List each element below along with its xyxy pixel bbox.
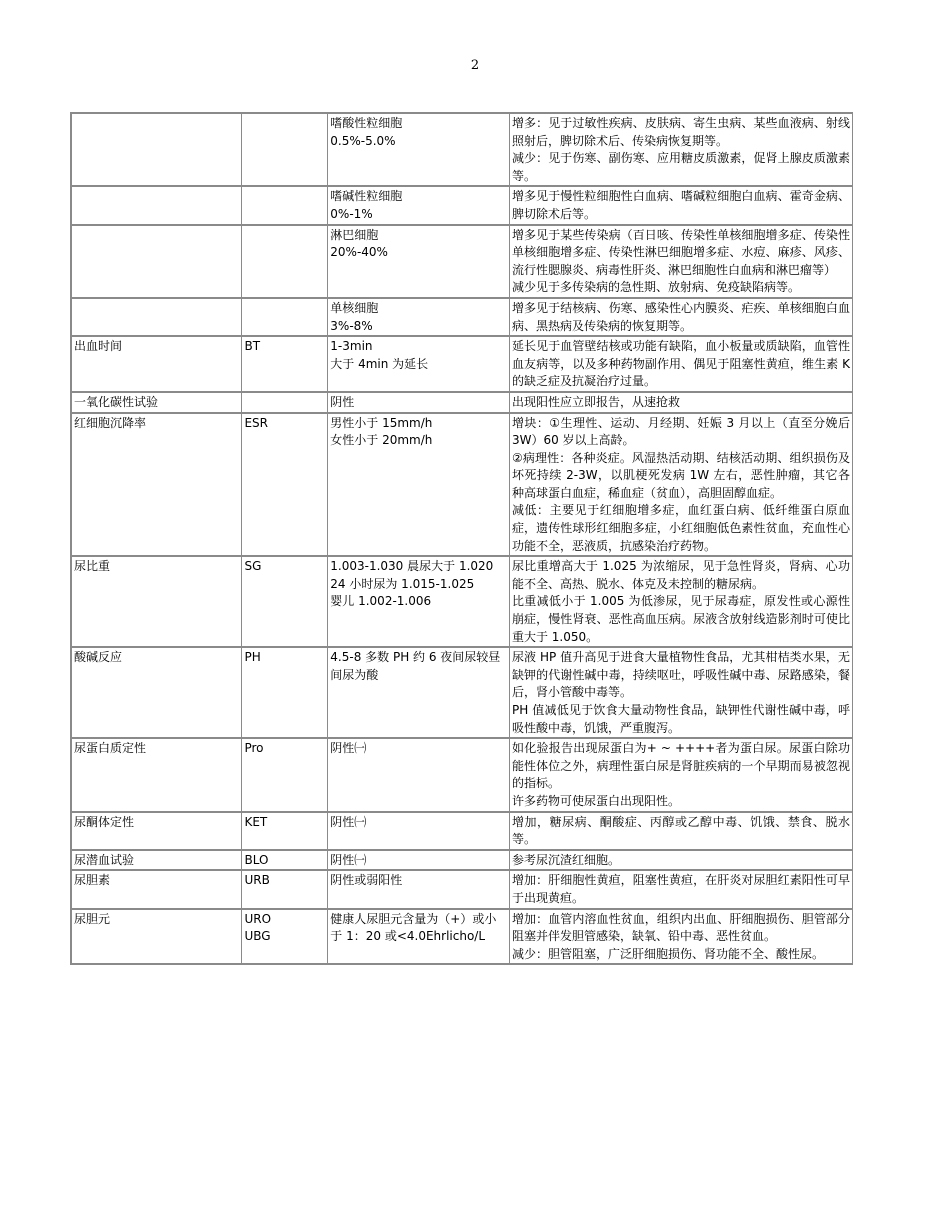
table-row	[72, 739, 853, 812]
normal-range-cell	[328, 414, 510, 558]
clinical-significance-cell-text: 增加，糖尿病、酮酸症、丙醇或乙醇中毒、饥饿、禁食、脱水等。	[511, 814, 850, 847]
normal-range-cell-text: 阴性㈠	[330, 814, 367, 829]
clinical-significance-cell-text: PH 值减低见于饮食大量动物性食品，缺钾性代谢性碱中毒，呼吸性酸中毒，饥饿，严重腹泻。	[511, 703, 850, 735]
test-name-cell-text: 尿潜血试验	[74, 852, 135, 867]
table-row	[72, 187, 853, 225]
table-row	[72, 910, 853, 966]
clinical-significance-cell-text: ②病理性：各种炎症。风湿热活动期、结核活动期、组织损伤及坏死持续 2-3W，以肌梗死发病 1W 左右，恶性肿瘤，其它各种高球蛋白血症，稀血症（贫血），高胆固醇血症。	[511, 450, 850, 500]
abbreviation-cell	[242, 299, 328, 337]
test-name-cell-text: 红细胞沉降率	[74, 415, 147, 430]
normal-range-cell-text: 1.003-1.030 晨尿大于 1.020	[330, 559, 494, 574]
table-row	[72, 648, 853, 739]
clinical-significance-cell	[510, 337, 853, 393]
test-name-cell	[72, 851, 242, 872]
clinical-significance-cell	[510, 910, 853, 966]
normal-range-cell-text: 阴性	[330, 394, 355, 409]
test-name-cell-text: 尿蛋白质定性	[74, 741, 147, 756]
clinical-significance-cell-text: 比重减低小于 1.005 为低渗尿，见于尿毒症，原发性或心源性崩症，慢性肾衰、恶性高血压病。尿液含放射线造影剂时可使比重大于 1.050。	[511, 594, 850, 644]
abbreviation-cell	[242, 813, 328, 851]
abbreviation-cell	[242, 739, 328, 812]
abbreviation-cell-text: BT	[244, 339, 261, 354]
lab-test-table	[70, 112, 853, 965]
test-name-cell	[72, 648, 242, 739]
clinical-significance-cell-text: 尿液 HP 值升高见于进食大量植物性食品，尤其柑桔类水果，无缺钾的代谢性碱中毒，持续呕吐，呼吸性碱中毒、尿路感染，餐后，肾小管酸中毒等。	[511, 650, 850, 700]
test-name-cell-text: 尿胆元	[74, 911, 111, 926]
clinical-significance-cell	[510, 114, 853, 187]
abbreviation-cell-text: KET	[244, 814, 268, 829]
clinical-significance-cell-text: 减少：胆管阻塞，广泛肝细胞损伤、肾功能不全、酸性尿。	[511, 946, 824, 961]
table-row	[72, 414, 853, 558]
clinical-significance-cell	[510, 299, 853, 337]
clinical-significance-cell-text: 增多：见于过敏性疾病、皮肤病、寄生虫病、某些血液病、射线照射后，脾切除术后、传染病恢复期等。	[511, 116, 850, 148]
normal-range-cell-text: 大于 4min 为延长	[330, 356, 429, 371]
normal-range-cell-text: 阴性㈠	[330, 852, 367, 867]
normal-range-cell	[328, 851, 510, 872]
clinical-significance-cell-text: 增加：肝细胞性黄疸，阻塞性黄疸，在肝炎对尿胆红素阳性可早于出现黄疸。	[511, 873, 850, 905]
abbreviation-cell-text: Pro	[244, 741, 264, 756]
normal-range-cell	[328, 114, 510, 187]
normal-range-cell	[328, 871, 510, 909]
clinical-significance-cell-text: 增多见于结核病、伤寒、感染性心内膜炎、疟疾、单核细胞白血病、黑热病及传染病的恢复期等。	[511, 300, 850, 333]
table-row	[72, 871, 853, 909]
clinical-significance-cell-text: 许多药物可使尿蛋白出现阳性。	[511, 793, 680, 808]
clinical-significance-cell	[510, 851, 853, 872]
normal-range-cell-text: 1-3min	[330, 339, 373, 354]
clinical-significance-cell	[510, 187, 853, 225]
normal-range-cell	[328, 648, 510, 739]
test-name-cell-text: 尿比重	[74, 559, 111, 574]
abbreviation-cell-text: BLO	[244, 852, 269, 867]
clinical-significance-cell-text: 增加：血管内溶血性贫血，组织内出血、肝细胞损伤、胆管部分阻塞并伴发胆管感染，缺氧、铅中毒、恶性贫血。	[511, 911, 850, 944]
abbreviation-cell	[242, 337, 328, 393]
abbreviation-cell-text: URO UBG	[244, 911, 272, 944]
clinical-significance-cell-text: 减少：见于伤寒、副伤寒、应用糖皮质激素，促肾上腺皮质激素等。	[511, 151, 850, 183]
normal-range-cell-text: 0%-1%	[330, 206, 373, 221]
test-name-cell	[72, 871, 242, 909]
clinical-significance-cell-text: 如化验报告出现尿蛋白为+ ~ ++++者为蛋白尿。尿蛋白除功能性体位之外，病理性蛋白尿是肾脏疾病的一个早期而易被忽视的指标。	[511, 741, 850, 791]
table-row	[72, 851, 853, 872]
normal-range-cell	[328, 337, 510, 393]
test-name-cell	[72, 739, 242, 812]
normal-range-cell-text: 女性小于 20mm/h	[330, 433, 433, 448]
test-name-cell-text: 一氧化碳性试验	[74, 394, 159, 409]
abbreviation-cell	[242, 393, 328, 414]
abbreviation-cell	[242, 114, 328, 187]
normal-range-cell	[328, 393, 510, 414]
normal-range-cell-text: 0.5%-5.0%	[330, 133, 396, 148]
normal-range-cell-text: 淋巴细胞	[330, 227, 379, 242]
abbreviation-cell-text: PH	[244, 650, 261, 665]
table-row	[72, 337, 853, 393]
clinical-significance-cell	[510, 871, 853, 909]
clinical-significance-cell-text: 参考尿沉渣红细胞。	[511, 852, 620, 867]
normal-range-cell	[328, 187, 510, 225]
test-name-cell-text: 酸碱反应	[74, 650, 123, 665]
abbreviation-cell-text: SG	[244, 559, 262, 574]
normal-range-cell-text: 婴儿 1.002-1.006	[330, 594, 432, 609]
table-row	[72, 557, 853, 648]
abbreviation-cell	[242, 187, 328, 225]
clinical-significance-cell	[510, 226, 853, 299]
test-name-cell	[72, 226, 242, 299]
test-name-cell-text: 尿酮体定性	[74, 814, 135, 829]
abbreviation-cell-text: ESR	[244, 415, 269, 430]
normal-range-cell	[328, 557, 510, 648]
normal-range-cell-text: 20%-40%	[330, 245, 388, 260]
normal-range-cell-text: 男性小于 15mm/h	[330, 415, 433, 430]
normal-range-cell-text: 嗜酸性粒细胞	[330, 116, 403, 130]
normal-range-cell-text: 3%-8%	[330, 318, 373, 333]
abbreviation-cell-text: URB	[244, 873, 270, 888]
normal-range-cell-text: 24 小时尿为 1.015-1.025	[330, 576, 475, 591]
clinical-significance-cell	[510, 414, 853, 558]
normal-range-cell	[328, 813, 510, 851]
test-name-cell	[72, 557, 242, 648]
table-row	[72, 813, 853, 851]
test-name-cell	[72, 910, 242, 966]
normal-range-cell	[328, 739, 510, 812]
test-name-cell-text: 尿胆素	[74, 873, 111, 888]
table-row	[72, 226, 853, 299]
page-number: 2	[470, 58, 480, 73]
clinical-significance-cell-text: 增块：①生理性、运动、月经期、妊娠 3 月以上（直至分娩后 3W）60 岁以上高龄。	[511, 415, 850, 448]
test-name-cell	[72, 393, 242, 414]
clinical-significance-cell-text: 尿比重增高大于 1.025 为浓缩尿，见于急性肾炎，肾病、心功能不全、高热、脱水、体克及未控制的糖尿病。	[511, 559, 850, 591]
normal-range-cell-text: 嗜碱性粒细胞	[330, 189, 403, 204]
clinical-significance-cell-text: 增多见于慢性粒细胞性白血病、嗜碱粒细胞白血病、霍奇金病、脾切除术后等。	[511, 189, 850, 221]
clinical-significance-cell	[510, 648, 853, 739]
clinical-significance-cell-text: 增多见于某些传染病（百日咳、传染性单核细胞增多症、传染性单核细胞增多症、传染性淋巴细胞增多症、水痘、麻疹、风疹、流行性腮腺炎、病毒性肝炎、淋巴细胞性白血病和淋巴瘤等）	[511, 227, 850, 277]
test-name-cell	[72, 114, 242, 187]
abbreviation-cell	[242, 851, 328, 872]
table-row	[72, 299, 853, 337]
clinical-significance-cell-text: 延长见于血管壁结核或功能有缺陷，血小板量或质缺陷，血管性血友病等，以及多种药物副作用、偶见于阻塞性黄疸，维生素 K 的缺乏症及抗凝治疗过量。	[511, 339, 850, 389]
clinical-significance-cell	[510, 557, 853, 648]
abbreviation-cell	[242, 648, 328, 739]
test-name-cell	[72, 414, 242, 558]
table-row	[72, 114, 853, 187]
clinical-significance-cell-text: 减低：主要见于红细胞增多症，血红蛋白病、低纤维蛋白原血症，遗传性球形红细胞多症，小红细胞低色素性贫血，充血性心功能不全，恶液质，抗感染治疗药物。	[511, 503, 850, 553]
normal-range-cell-text: 4.5-8 多数 PH 约 6 夜间尿较昼间尿为酸	[330, 650, 501, 682]
test-name-cell	[72, 813, 242, 851]
clinical-significance-cell	[510, 813, 853, 851]
test-name-cell-text: 出血时间	[74, 339, 123, 354]
normal-range-cell-text: 健康人尿胆元含量为（+）或小于 1：20 或<4.0Ehrlicho/L	[330, 911, 497, 944]
normal-range-cell	[328, 226, 510, 299]
clinical-significance-cell	[510, 393, 853, 414]
normal-range-cell-text: 单核细胞	[330, 300, 379, 315]
abbreviation-cell	[242, 557, 328, 648]
normal-range-cell	[328, 299, 510, 337]
normal-range-cell-text: 阴性㈠	[330, 741, 367, 756]
clinical-significance-cell-text: 出现阳性应立即报告，从速抢救	[511, 394, 680, 409]
clinical-significance-cell	[510, 739, 853, 812]
test-name-cell	[72, 337, 242, 393]
table-row	[72, 393, 853, 414]
normal-range-cell	[328, 910, 510, 966]
clinical-significance-cell-text: 减少见于多传染病的急性期、放射病、免疫缺陷病等。	[511, 280, 800, 295]
test-name-cell	[72, 187, 242, 225]
test-name-cell	[72, 299, 242, 337]
abbreviation-cell	[242, 226, 328, 299]
normal-range-cell-text: 阴性或弱阳性	[330, 873, 403, 888]
abbreviation-cell	[242, 871, 328, 909]
abbreviation-cell	[242, 414, 328, 558]
abbreviation-cell	[242, 910, 328, 966]
